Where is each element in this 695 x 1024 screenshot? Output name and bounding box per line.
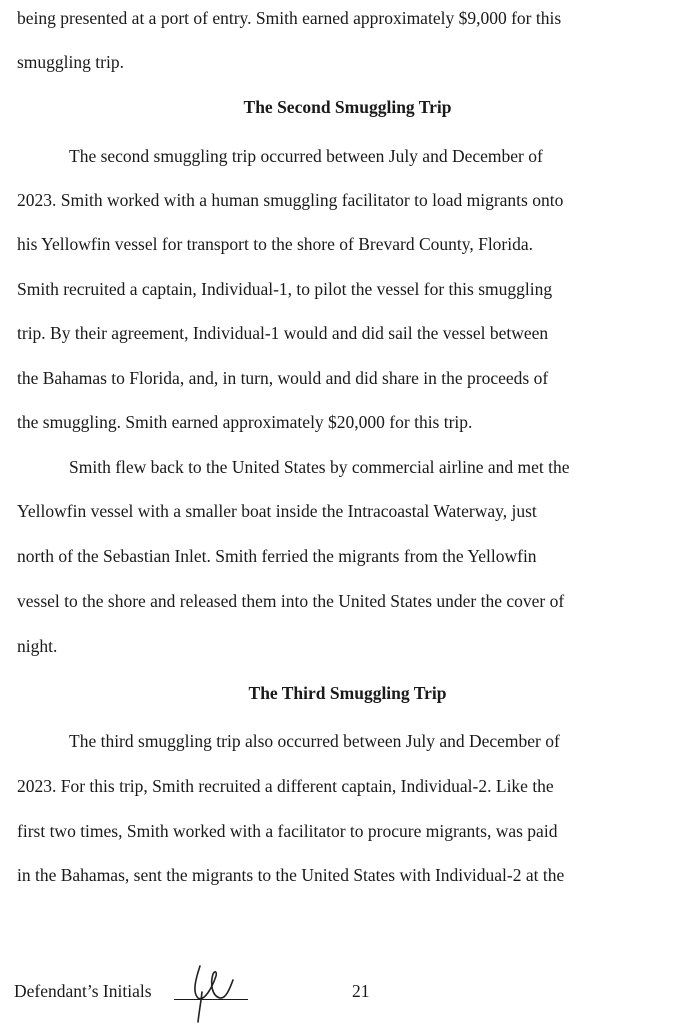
body-text-line: his Yellowfin vessel for transport to the shore of Brevard County, Florida. <box>17 234 534 254</box>
body-text-line: 2023. Smith worked with a human smuggling facilitator to load migrants onto <box>17 190 564 210</box>
page-number: 21 <box>352 981 370 1001</box>
section-heading: The Third Smuggling Trip <box>248 683 447 703</box>
body-text-line: Yellowfin vessel with a smaller boat inside the Intracoastal Waterway, just <box>17 501 537 521</box>
handwritten-initials-icon <box>186 958 236 1024</box>
body-text-line: in the Bahamas, sent the migrants to the United States with Individual-2 at the <box>17 865 565 885</box>
body-text-line: The third smuggling trip also occurred between July and December of <box>69 731 560 751</box>
body-text-line: the Bahamas to Florida, and, in turn, would and did share in the proceeds of <box>17 368 549 388</box>
body-text-line: 2023. For this trip, Smith recruited a different captain, Individual-2. Like the <box>17 776 554 796</box>
body-text-line: vessel to the shore and released them into the United States under the cover of <box>17 591 565 611</box>
body-text-line: first two times, Smith worked with a facilitator to procure migrants, was paid <box>17 821 558 841</box>
body-text-line: north of the Sebastian Inlet. Smith ferried the migrants from the Yellowfin <box>17 546 537 566</box>
body-text-line: The second smuggling trip occurred between July and December of <box>69 146 543 166</box>
defendant-initials-label: Defendant’s Initials <box>14 981 152 1001</box>
body-text-line: Smith flew back to the United States by commercial airline and met the <box>69 457 570 477</box>
body-text-line: Smith recruited a captain, Individual-1, to pilot the vessel for this smuggling <box>17 279 553 299</box>
body-text-line: night. <box>17 636 58 656</box>
body-text-line: trip. By their agreement, Individual-1 would and did sail the vessel between <box>17 323 549 343</box>
section-heading: The Second Smuggling Trip <box>243 97 452 117</box>
body-text-line: smuggling trip. <box>17 52 124 72</box>
body-text-line: being presented at a port of entry. Smith earned approximately $9,000 for this <box>17 8 562 28</box>
body-text-line: the smuggling. Smith earned approximately $20,000 for this trip. <box>17 412 473 432</box>
